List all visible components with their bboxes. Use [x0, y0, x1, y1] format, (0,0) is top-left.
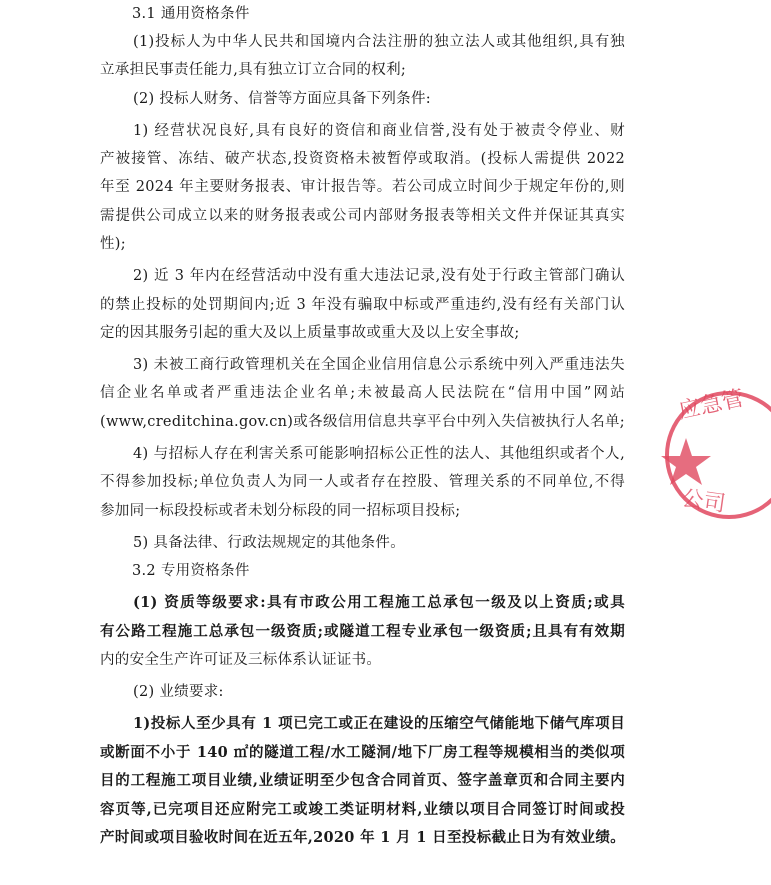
text-line: 不得参加投标;单位负责人为同一人或者存在控股、管理关系的不同单位,不得 — [100, 474, 625, 490]
text-line: 3) 未被工商行政管理机关在全国企业信用信息公示系统中列入严重违法失 — [133, 357, 625, 373]
text-line: 1) 经营状况良好,具有良好的资信和商业信誉,没有处于被责令停业、财 — [133, 123, 625, 139]
text-line: 信企业名单或者严重违法企业名单;未被最高人民法院在“信用中国”网站 — [100, 385, 625, 401]
text-line: 产被接管、冻结、破产状态,投资资格未被暂停或取消。(投标人需提供 2022 — [100, 151, 625, 167]
seal-text-bottom: 公司 — [679, 486, 728, 518]
text-line: 的禁止投标的处罚期间内;近 3 年没有骗取中标或严重违约,没有经有关部门认 — [100, 297, 625, 313]
text-line: 产时间或项目验收时间在近五年,2020 年 1 月 1 日至投标截止日为有效业绩。 — [100, 829, 625, 846]
text-line: 1)投标人至少具有 1 项已完工或正在建设的压缩空气储能地下储气库项目 — [133, 715, 625, 732]
text-line: (2) 业绩要求: — [133, 684, 224, 700]
text-line: 参加同一标段投标或者未划分标段的同一招标项目投标; — [100, 503, 461, 519]
text-line: 立承担民事责任能力,具有独立订立合同的权利; — [100, 62, 407, 78]
text-line: 3.1 通用资格条件 — [132, 6, 250, 22]
text-line: 年至 2024 年主要财务报表、审计报告等。若公司成立时间少于规定年份的,则 — [100, 179, 625, 195]
text-line: 容页等,已完项目还应附完工或竣工类证明材料,业绩以项目合同签订时间或投 — [100, 801, 625, 818]
text-line: 目的工程施工项目业绩,业绩证明至少包含合同首页、签字盖章页和合同主要内 — [100, 772, 625, 789]
text-line: 内的安全生产许可证及三标体系认证证书。 — [100, 652, 382, 668]
text-line: 4) 与招标人存在利害关系可能影响招标公正性的法人、其他组织或者个人, — [133, 446, 625, 462]
text-line: (1) 资质等级要求:具有市政公用工程施工总承包一级及以上资质;或具 — [133, 594, 625, 611]
text-line: 2) 近 3 年内在经营活动中没有重大违法记录,没有处于行政主管部门确认 — [133, 268, 625, 284]
text-line: (www,creditchina.gov.cn)或各级信用信息共享平台中列入失信被执行人名单; — [100, 414, 625, 430]
seal-text-top: 应急管 — [676, 386, 747, 425]
text-line: 需提供公司成立以来的财务报表或公司内部财务报表等相关文件并保证其真实 — [100, 208, 625, 224]
text-line: (1)投标人为中华人民共和国境内合法注册的独立法人或其他组织,具有独 — [133, 34, 625, 50]
text-line: 定的因其服务引起的重大及以上质量事故或重大及以上安全事故; — [100, 325, 520, 341]
company-seal-icon — [661, 380, 771, 530]
text-line: (2) 投标人财务、信誉等方面应具备下列条件: — [133, 91, 431, 107]
text-line: 有公路工程施工总承包一级资质;或隧道工程专业承包一级资质;且具有有效期 — [100, 623, 625, 640]
text-line: 5) 具备法律、行政法规规定的其他条件。 — [133, 535, 405, 551]
text-line: 性); — [100, 236, 126, 252]
text-line: 或断面不小于 140 ㎡的隧道工程/水工隧洞/地下厂房工程等规模相当的类似项 — [100, 744, 625, 761]
text-line: 3.2 专用资格条件 — [132, 563, 250, 579]
